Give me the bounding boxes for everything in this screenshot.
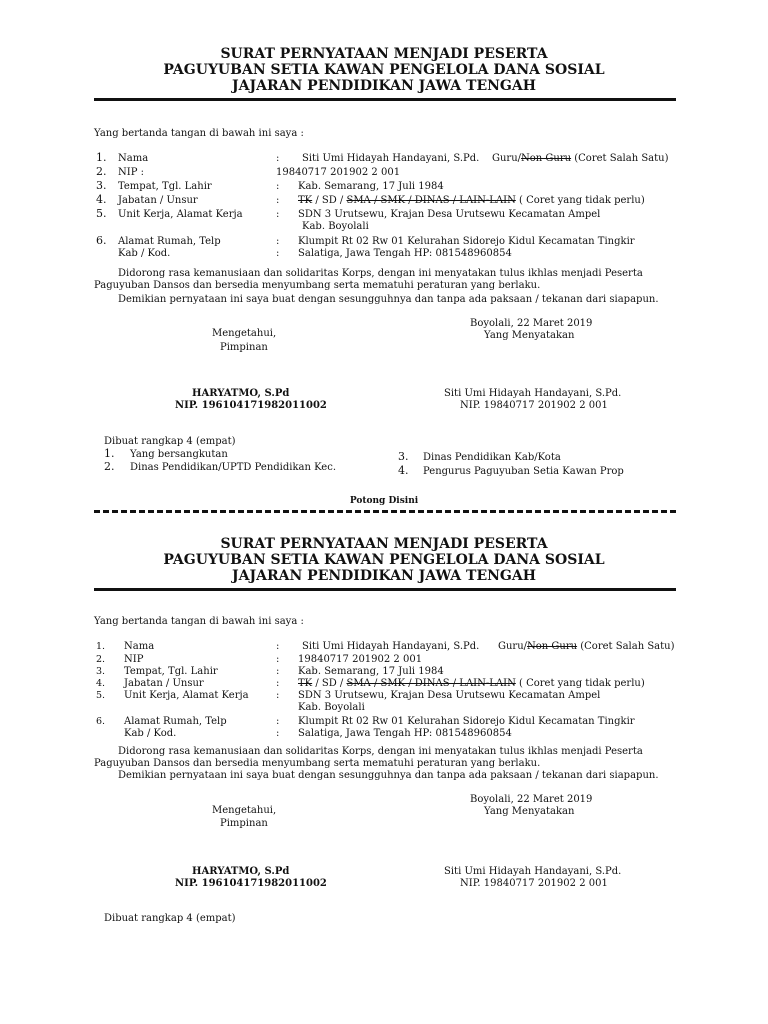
intro-text: Yang bertanda tangan di bawah ini saya : <box>94 128 304 139</box>
field-value-ttl: Kab. Semarang, 17 Juli 1984 <box>298 181 444 192</box>
title-line-2: PAGUYUBAN SETIA KAWAN PENGELOLA DANA SOSIAL <box>163 62 605 78</box>
field-number: 1. <box>96 641 106 652</box>
cut-line <box>94 510 676 513</box>
field-value-nama: Siti Umi Hidayah Handayani, S.Pd. <box>302 641 480 652</box>
intro-text: Yang bertanda tangan di bawah ini saya : <box>94 616 304 627</box>
field-label-kabkod: Kab / Kod. <box>118 248 171 259</box>
field-label-ttl: Tempat, Tgl. Lahir <box>124 666 218 677</box>
pimpinan: Pimpinan <box>220 818 268 829</box>
header-rule <box>94 588 676 591</box>
field-label-ttl: Tempat, Tgl. Lahir <box>118 181 212 192</box>
yang-menyatakan: Yang Menyatakan <box>484 806 575 817</box>
field-value-alamat: Klumpit Rt 02 Rw 01 Kelurahan Sidorejo Kidul Kecamatan Tingkir <box>298 716 635 727</box>
mengetahui: Mengetahui, <box>212 328 277 339</box>
copy-item: Pengurus Paguyuban Setia Kawan Prop <box>423 466 624 477</box>
paragraph-1-line-2: Paguyuban Dansos dan bersedia menyumbang serta mematuhi peraturan yang berlaku. <box>94 758 541 769</box>
field-colon: : <box>276 678 280 689</box>
field-value-jabatan <box>298 195 645 207</box>
field-value-unit: SDN 3 Urutsewu, Krajan Desa Urutsewu Kecamatan Ampel <box>298 209 601 220</box>
field-label-jabatan: Jabatan / Unsur <box>124 678 204 689</box>
sd-text: / SD / <box>312 678 347 689</box>
field-colon: : <box>276 690 280 701</box>
person-nip: NIP. 19840717 201902 2 001 <box>460 400 608 411</box>
copy-number: 1. <box>104 447 115 460</box>
mengetahui: Mengetahui, <box>212 805 277 816</box>
field-value-jabatan <box>298 678 645 690</box>
place-date: Boyolali, 22 Maret 2019 <box>470 318 593 329</box>
jabatan-struck: SMA / SMK / DINAS / LAIN-LAIN <box>346 678 516 689</box>
jabatan-struck: SMA / SMK / DINAS / LAIN-LAIN <box>346 195 516 206</box>
field-colon: : <box>276 248 280 259</box>
field-colon: : <box>276 641 280 652</box>
copy-number: 2. <box>104 460 115 473</box>
header-rule <box>94 98 676 101</box>
copy-item: Yang bersangkutan <box>130 449 228 460</box>
field-value-ttl: Kab. Semarang, 17 Juli 1984 <box>298 666 444 677</box>
field-label-unit: Unit Kerja, Alamat Kerja <box>124 690 249 701</box>
field-guru-option <box>492 153 669 165</box>
guru-text: Guru/ <box>492 153 522 164</box>
field-number: 4. <box>96 678 106 689</box>
nonguru-struck: Non Guru <box>527 641 578 652</box>
field-number: 2. <box>96 165 107 178</box>
leader-nip: NIP. 196104171982011002 <box>175 878 327 889</box>
field-guru-option <box>498 641 675 653</box>
paragraph-1-line-1: Didorong rasa kemanusiaan dan solidaritas Korps, dengan ini menyatakan tulus ikhlas menjadi Peserta <box>118 268 643 279</box>
field-label-alamat: Alamat Rumah, Telp <box>124 716 227 727</box>
field-label-nama: Nama <box>118 153 149 164</box>
field-label-kabkod: Kab / Kod. <box>124 728 177 739</box>
field-colon: : <box>276 716 280 727</box>
tk-struck: TK <box>298 195 313 206</box>
copies-title: Dibuat rangkap 4 (empat) <box>104 436 236 447</box>
title-line-3: JAJARAN PENDIDIKAN JAWA TENGAH <box>232 78 536 94</box>
leader-name: HARYATMO, S.Pd <box>192 866 290 877</box>
field-value-nama: Siti Umi Hidayah Handayani, S.Pd. <box>302 153 480 164</box>
sd-text: / SD / <box>312 195 347 206</box>
copy-item: Dinas Pendidikan/UPTD Pendidikan Kec. <box>130 462 336 473</box>
field-number: 1. <box>96 151 107 164</box>
field-value-alamat: Klumpit Rt 02 Rw 01 Kelurahan Sidorejo Kidul Kecamatan Tingkir <box>298 236 635 247</box>
field-number: 6. <box>96 234 107 247</box>
leader-name: HARYATMO, S.Pd <box>192 388 290 399</box>
title-line-2: PAGUYUBAN SETIA KAWAN PENGELOLA DANA SOSIAL <box>163 552 605 568</box>
field-number: 6. <box>96 716 106 727</box>
field-number: 5. <box>96 207 107 220</box>
field-colon: : <box>276 666 280 677</box>
field-value-alamat-2: Salatiga, Jawa Tengah HP: 081548960854 <box>298 728 512 739</box>
field-colon: : <box>276 209 280 220</box>
field-number: 4. <box>96 193 107 206</box>
field-number: 3. <box>96 666 106 677</box>
field-label-nama: Nama <box>124 641 155 652</box>
copy-item: Dinas Pendidikan Kab/Kota <box>423 452 561 463</box>
field-value-unit-2: Kab. Boyolali <box>298 702 365 713</box>
jabatan-note: ( Coret yang tidak perlu) <box>515 195 645 206</box>
place-date: Boyolali, 22 Maret 2019 <box>470 794 593 805</box>
yang-menyatakan: Yang Menyatakan <box>484 330 575 341</box>
person-name: Siti Umi Hidayah Handayani, S.Pd. <box>444 866 622 877</box>
field-number: 5. <box>96 690 106 701</box>
field-value-unit-2: Kab. Boyolali <box>302 221 369 232</box>
field-number: 3. <box>96 179 107 192</box>
field-colon: : <box>276 153 280 164</box>
jabatan-note: ( Coret yang tidak perlu) <box>515 678 645 689</box>
person-name: Siti Umi Hidayah Handayani, S.Pd. <box>444 388 622 399</box>
leader-nip: NIP. 196104171982011002 <box>175 400 327 411</box>
field-value-nip: 19840717 201902 2 001 <box>298 654 423 665</box>
paragraph-2: Demikian pernyataan ini saya buat dengan sesungguhnya dan tanpa ada paksaan / tekanan dari siapapun. <box>118 294 659 305</box>
guru-note: (Coret Salah Satu) <box>571 153 669 164</box>
copies-title: Dibuat rangkap 4 (empat) <box>104 913 236 924</box>
field-value-unit: SDN 3 Urutsewu, Krajan Desa Urutsewu Kecamatan Ampel <box>298 690 601 701</box>
field-label-alamat: Alamat Rumah, Telp <box>118 236 221 247</box>
paragraph-1-line-1: Didorong rasa kemanusiaan dan solidaritas Korps, dengan ini menyatakan tulus ikhlas menjadi Peserta <box>118 746 643 757</box>
title-line-3: JAJARAN PENDIDIKAN JAWA TENGAH <box>232 568 536 584</box>
field-number: 2. <box>96 654 106 665</box>
field-colon: : <box>276 195 280 206</box>
title-line-1: SURAT PERNYATAAN MENJADI PESERTA <box>220 46 548 62</box>
copy-number: 3. <box>398 450 409 463</box>
cut-label: Potong Disini <box>349 496 419 506</box>
copy-number: 4. <box>398 464 409 477</box>
nonguru-struck: Non Guru <box>521 153 572 164</box>
field-label-unit: Unit Kerja, Alamat Kerja <box>118 209 243 220</box>
guru-text: Guru/ <box>498 641 528 652</box>
field-colon: : <box>276 654 280 665</box>
paragraph-1-line-2: Paguyuban Dansos dan bersedia menyumbang serta mematuhi peraturan yang berlaku. <box>94 280 541 291</box>
title-line-1: SURAT PERNYATAAN MENJADI PESERTA <box>220 536 548 552</box>
guru-note: (Coret Salah Satu) <box>577 641 675 652</box>
field-value-alamat-2: Salatiga, Jawa Tengah HP: 081548960854 <box>298 248 512 259</box>
field-colon: : <box>276 728 280 739</box>
pimpinan: Pimpinan <box>220 342 268 353</box>
field-label-nip: NIP <box>124 654 144 665</box>
field-label-nip: NIP : <box>118 167 144 178</box>
person-nip: NIP. 19840717 201902 2 001 <box>460 878 608 889</box>
field-colon: : <box>276 236 280 247</box>
paragraph-2: Demikian pernyataan ini saya buat dengan sesungguhnya dan tanpa ada paksaan / tekanan dari siapapun. <box>118 770 659 781</box>
tk-struck: TK <box>298 678 313 689</box>
field-label-jabatan: Jabatan / Unsur <box>118 195 198 206</box>
field-value-nip: 19840717 201902 2 001 <box>276 167 401 178</box>
field-colon: : <box>276 181 280 192</box>
